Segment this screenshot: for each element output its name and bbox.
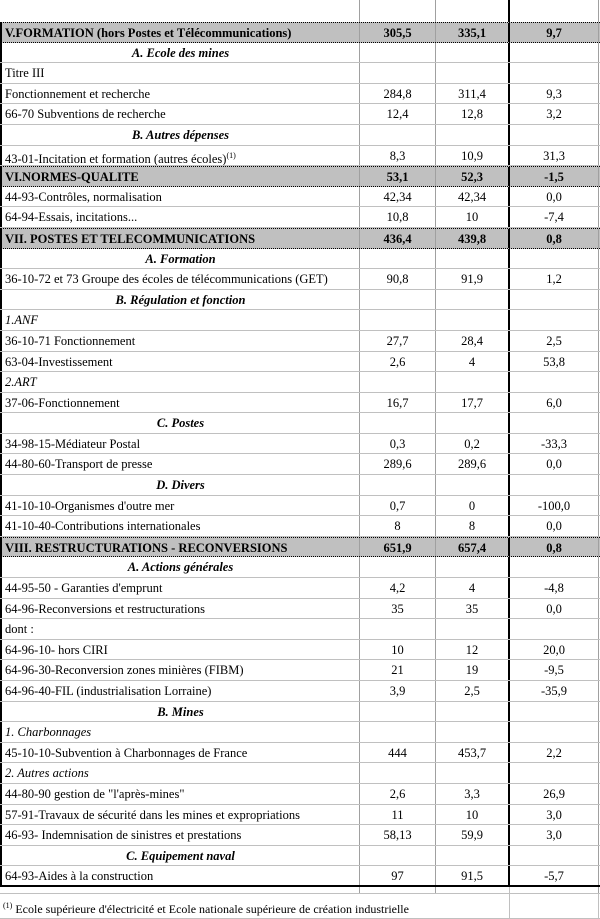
footnote-mark: (1) xyxy=(3,900,13,910)
row-label-cell xyxy=(0,372,360,392)
table-row xyxy=(0,825,600,846)
value-col-2 xyxy=(436,619,510,639)
row-label: dont : xyxy=(5,622,34,637)
table-row xyxy=(0,104,600,125)
value-col-1: 8,3 xyxy=(360,146,436,166)
subsection-heading-row xyxy=(0,413,600,434)
value-col-2 xyxy=(436,372,510,392)
value-col-1: 21 xyxy=(360,660,436,680)
value-col-1: 2,6 xyxy=(360,784,436,804)
change-percent: 20,0 xyxy=(510,640,599,660)
value-col-1 xyxy=(360,372,436,392)
value-col-1: 0,7 xyxy=(360,496,436,516)
row-label: 44-93-Contrôles, normalisation xyxy=(5,189,162,204)
change-percent xyxy=(510,557,599,577)
value-col-1 xyxy=(360,290,436,310)
subsection-heading-row xyxy=(0,557,600,578)
row-label-cell xyxy=(0,187,360,207)
section-total-row xyxy=(0,537,600,558)
row-label: 64-96-40-FIL (industrialisation Lorraine) xyxy=(5,684,212,698)
change-percent: 1,2 xyxy=(510,269,599,289)
value-col-2: 0 xyxy=(436,496,510,516)
row-label-cell xyxy=(0,229,360,248)
value-col-2: 42,34 xyxy=(436,187,510,207)
row-label: 45-10-10-Subvention à Charbonnages de France xyxy=(5,745,248,760)
change-percent xyxy=(510,43,599,63)
row-label: A. Ecole des mines xyxy=(131,45,230,60)
row-label: 41-10-40-Contributions internationales xyxy=(5,519,201,534)
row-label-cell xyxy=(0,434,360,454)
change-percent: -35,9 xyxy=(510,681,599,701)
change-percent xyxy=(510,125,599,145)
value-col-1: 58,13 xyxy=(360,825,436,845)
row-label-cell xyxy=(0,23,360,42)
value-col-2 xyxy=(436,557,510,577)
row-label-cell xyxy=(0,743,360,763)
section-total-row xyxy=(0,228,600,249)
row-label: 64-93-Aides à la construction xyxy=(5,869,154,884)
value-col-2 xyxy=(436,310,510,330)
row-label-cell xyxy=(0,722,360,742)
footnote-text: Ecole supérieure d'électricité et Ecole nationale supérieure de création industrielle xyxy=(12,901,409,916)
value-col-1 xyxy=(360,43,436,63)
change-percent xyxy=(510,619,599,639)
value-col-1: 4,2 xyxy=(360,578,436,598)
row-label-cell xyxy=(0,825,360,845)
change-percent: 0,0 xyxy=(510,599,599,619)
value-col-2: 28,4 xyxy=(436,331,510,351)
row-label: 46-93- Indemnisation de sinistres et prestations xyxy=(5,828,242,843)
change-percent: -7,4 xyxy=(510,207,599,227)
value-col-2: 52,3 xyxy=(436,167,510,186)
value-col-1 xyxy=(360,763,436,783)
table-row xyxy=(0,660,600,681)
subsection-heading-row xyxy=(0,43,600,64)
change-percent: -100,0 xyxy=(510,496,599,516)
value-col-1: 10,8 xyxy=(360,207,436,227)
table-row xyxy=(0,331,600,352)
row-label-cell xyxy=(0,454,360,474)
row-label: 37-06-Fonctionnement xyxy=(5,395,120,410)
row-label: 63-04-Investissement xyxy=(5,354,113,369)
footnote xyxy=(0,894,510,918)
row-label-cell xyxy=(0,290,360,310)
row-label: 44-80-60-Transport de presse xyxy=(5,457,153,472)
value-col-1: 305,5 xyxy=(360,23,436,42)
row-label-cell xyxy=(0,413,360,433)
table-row xyxy=(0,516,600,537)
value-col-2: 12,8 xyxy=(436,104,510,124)
value-col-2: 4 xyxy=(436,352,510,372)
value-col-1 xyxy=(360,249,436,269)
value-col-2 xyxy=(436,290,510,310)
row-label-cell xyxy=(0,63,360,83)
row-label: 43-01-Incitation et formation (autres écoles) xyxy=(5,151,227,166)
row-label: B. Mines xyxy=(157,704,204,719)
row-label: VIII. RESTRUCTURATIONS - RECONVERSIONS xyxy=(5,540,288,555)
row-label: C. Postes xyxy=(156,416,205,431)
row-label: 66-70 Subventions de recherche xyxy=(5,107,166,122)
value-col-1 xyxy=(360,846,436,866)
table-row xyxy=(0,84,600,105)
row-label: C. Equipement naval xyxy=(126,848,235,863)
row-label: D. Divers xyxy=(156,478,205,493)
value-col-2 xyxy=(436,702,510,722)
row-label-cell xyxy=(0,805,360,825)
table-row xyxy=(0,866,600,887)
value-col-2: 335,1 xyxy=(436,23,510,42)
row-label: B. Autres dépenses xyxy=(131,127,230,142)
row-label: 64-96-Reconversions et restructurations xyxy=(5,601,205,616)
subsection-heading-row xyxy=(0,290,600,311)
change-percent: 2,5 xyxy=(510,331,599,351)
row-label-cell xyxy=(0,516,360,536)
table-row xyxy=(0,310,600,331)
change-percent: -4,8 xyxy=(510,578,599,598)
row-label-cell xyxy=(0,660,360,680)
value-col-2 xyxy=(436,125,510,145)
subsection-heading-row xyxy=(0,475,600,496)
value-col-1: 16,7 xyxy=(360,393,436,413)
change-percent xyxy=(510,413,599,433)
row-label-cell xyxy=(0,538,360,557)
value-col-1 xyxy=(360,310,436,330)
value-col-1 xyxy=(360,413,436,433)
value-col-2: 4 xyxy=(436,578,510,598)
row-label: 44-95-50 - Garanties d'emprunt xyxy=(5,581,163,596)
row-label: 1.ANF xyxy=(5,313,38,328)
row-label-cell xyxy=(0,393,360,413)
value-col-1: 289,6 xyxy=(360,454,436,474)
value-col-1 xyxy=(360,63,436,83)
row-label-cell xyxy=(0,681,360,701)
change-percent: 9,3 xyxy=(510,84,599,104)
table-row xyxy=(0,372,600,393)
change-percent xyxy=(510,702,599,722)
row-label-cell xyxy=(0,146,360,166)
value-col-1: 8 xyxy=(360,516,436,536)
value-col-2 xyxy=(436,846,510,866)
change-percent: 9,7 xyxy=(510,23,599,42)
row-label-cell xyxy=(0,763,360,783)
change-percent: 3,0 xyxy=(510,825,599,845)
row-label: VII. POSTES ET TELECOMMUNICATIONS xyxy=(5,231,256,246)
row-label: Titre III xyxy=(5,66,45,81)
row-label: VI.NORMES-QUALITE xyxy=(5,170,139,185)
value-col-1: 0,3 xyxy=(360,434,436,454)
change-percent: 3,2 xyxy=(510,104,599,124)
change-percent: -9,5 xyxy=(510,660,599,680)
value-col-1: 284,8 xyxy=(360,84,436,104)
value-col-1: 10 xyxy=(360,640,436,660)
row-label-cell xyxy=(0,125,360,145)
value-col-1 xyxy=(360,619,436,639)
change-percent xyxy=(510,372,599,392)
change-percent: -1,5 xyxy=(510,167,599,186)
row-label-cell xyxy=(0,104,360,124)
row-label-cell xyxy=(0,249,360,269)
value-col-2: 17,7 xyxy=(436,393,510,413)
value-col-2: 10 xyxy=(436,805,510,825)
value-col-2 xyxy=(436,475,510,495)
value-col-2 xyxy=(436,249,510,269)
row-label: 36-10-71 Fonctionnement xyxy=(5,333,136,348)
change-percent: 0,8 xyxy=(510,538,599,557)
change-percent: -33,3 xyxy=(510,434,599,454)
table-row xyxy=(0,681,600,702)
value-col-2: 289,6 xyxy=(436,454,510,474)
table-row xyxy=(0,722,600,743)
subsection-heading-row xyxy=(0,846,600,867)
row-label: 41-10-10-Organismes d'outre mer xyxy=(5,498,175,513)
row-label-cell xyxy=(0,269,360,289)
row-label: Fonctionnement et recherche xyxy=(5,86,151,101)
subsection-heading-row xyxy=(0,702,600,723)
value-col-1: 97 xyxy=(360,866,436,885)
change-percent: -5,7 xyxy=(510,866,599,885)
row-label: 2.ART xyxy=(5,375,37,390)
value-col-1 xyxy=(360,702,436,722)
value-col-2: 19 xyxy=(436,660,510,680)
table-row xyxy=(0,434,600,455)
row-label: 1. Charbonnages xyxy=(5,725,92,740)
table-row xyxy=(0,496,600,517)
value-col-1: 444 xyxy=(360,743,436,763)
row-label: 36-10-72 et 73 Groupe des écoles de télécommunications (GET) xyxy=(5,272,328,287)
change-percent xyxy=(510,846,599,866)
value-col-2: 0,2 xyxy=(436,434,510,454)
footnote-row xyxy=(0,894,600,919)
value-col-1 xyxy=(360,125,436,145)
value-col-1: 651,9 xyxy=(360,538,436,557)
value-col-2 xyxy=(436,413,510,433)
value-col-2 xyxy=(436,43,510,63)
change-percent xyxy=(510,249,599,269)
table-row xyxy=(0,352,600,373)
value-col-1: 90,8 xyxy=(360,269,436,289)
row-label: V.FORMATION (hors Postes et Télécommunications) xyxy=(5,26,292,40)
row-label-cell xyxy=(0,578,360,598)
change-percent: 2,2 xyxy=(510,743,599,763)
section-total-row xyxy=(0,22,600,43)
value-col-1: 35 xyxy=(360,599,436,619)
value-col-1: 12,4 xyxy=(360,104,436,124)
table-row xyxy=(0,207,600,228)
value-col-2: 10 xyxy=(436,207,510,227)
footnote-ref: (1) xyxy=(226,150,236,160)
change-percent: 6,0 xyxy=(510,393,599,413)
value-col-2: 657,4 xyxy=(436,538,510,557)
value-col-2: 91,5 xyxy=(436,866,510,885)
row-label-cell xyxy=(0,557,360,577)
value-col-2: 8 xyxy=(436,516,510,536)
table-row xyxy=(0,640,600,661)
value-col-1 xyxy=(360,475,436,495)
row-label-cell xyxy=(0,640,360,660)
value-col-2: 10,9 xyxy=(436,146,510,166)
row-label: 44-80-90 gestion de "l'après-mines" xyxy=(5,786,185,801)
row-label-cell xyxy=(0,352,360,372)
change-percent: 0,0 xyxy=(510,516,599,536)
change-percent: 26,9 xyxy=(510,784,599,804)
table-row xyxy=(0,187,600,208)
change-percent: 53,8 xyxy=(510,352,599,372)
row-label-cell xyxy=(0,475,360,495)
value-col-2: 3,3 xyxy=(436,784,510,804)
value-col-2: 35 xyxy=(436,599,510,619)
value-col-2 xyxy=(436,63,510,83)
value-col-2 xyxy=(436,763,510,783)
change-percent xyxy=(510,310,599,330)
change-percent xyxy=(510,722,599,742)
table-row xyxy=(0,599,600,620)
change-percent: 31,3 xyxy=(510,146,599,166)
change-percent xyxy=(510,63,599,83)
subsection-heading-row xyxy=(0,249,600,270)
table-row xyxy=(0,763,600,784)
value-col-1: 53,1 xyxy=(360,167,436,186)
change-percent xyxy=(510,290,599,310)
table-row xyxy=(0,454,600,475)
row-label-cell xyxy=(0,43,360,63)
change-percent: 0,8 xyxy=(510,229,599,248)
change-percent: 3,0 xyxy=(510,805,599,825)
row-label-cell xyxy=(0,331,360,351)
row-label: 64-96-30-Reconversion zones minières (FIBM) xyxy=(5,663,244,678)
row-label-cell xyxy=(0,310,360,330)
row-label-cell xyxy=(0,846,360,866)
value-col-1: 11 xyxy=(360,805,436,825)
row-label: 64-96-10- hors CIRI xyxy=(5,642,108,657)
table-row xyxy=(0,805,600,826)
value-col-2: 12 xyxy=(436,640,510,660)
table-row xyxy=(0,269,600,290)
change-percent: 0,0 xyxy=(510,187,599,207)
value-col-2: 59,9 xyxy=(436,825,510,845)
table-row xyxy=(0,393,600,414)
table-row xyxy=(0,578,600,599)
row-label-cell xyxy=(0,207,360,227)
row-label: B. Régulation et fonction xyxy=(115,292,246,307)
value-col-2: 2,5 xyxy=(436,681,510,701)
value-col-1 xyxy=(360,722,436,742)
table-row xyxy=(0,146,600,167)
row-label-cell xyxy=(0,167,360,186)
row-label: 2. Autres actions xyxy=(5,766,89,781)
row-label-cell xyxy=(0,619,360,639)
value-col-1: 27,7 xyxy=(360,331,436,351)
value-col-1: 3,9 xyxy=(360,681,436,701)
row-label: 64-94-Essais, incitations... xyxy=(5,210,138,225)
value-col-2 xyxy=(436,722,510,742)
value-col-1 xyxy=(360,557,436,577)
change-percent xyxy=(510,475,599,495)
value-col-1: 436,4 xyxy=(360,229,436,248)
row-label: 34-98-15-Médiateur Postal xyxy=(5,436,141,451)
blank-top-row xyxy=(0,0,600,22)
row-label-cell xyxy=(0,496,360,516)
value-col-1: 42,34 xyxy=(360,187,436,207)
row-label-cell xyxy=(0,702,360,722)
value-col-2: 439,8 xyxy=(436,229,510,248)
spacer-row xyxy=(0,887,600,894)
table-row xyxy=(0,619,600,640)
value-col-2: 453,7 xyxy=(436,743,510,763)
table-body xyxy=(0,22,600,887)
row-label: 57-91-Travaux de sécurité dans les mines et expropriations xyxy=(5,807,300,822)
change-percent: 0,0 xyxy=(510,454,599,474)
row-label-cell xyxy=(0,84,360,104)
value-col-2: 311,4 xyxy=(436,84,510,104)
table-row xyxy=(0,63,600,84)
section-total-row xyxy=(0,166,600,187)
table-row xyxy=(0,743,600,764)
change-percent xyxy=(510,763,599,783)
row-label-cell xyxy=(0,866,360,885)
row-label: A. Actions générales xyxy=(127,560,234,575)
row-label-cell xyxy=(0,599,360,619)
subsection-heading-row xyxy=(0,125,600,146)
value-col-2: 91,9 xyxy=(436,269,510,289)
value-col-1: 2,6 xyxy=(360,352,436,372)
row-label-cell xyxy=(0,784,360,804)
row-label: A. Formation xyxy=(145,251,216,266)
table-row xyxy=(0,784,600,805)
